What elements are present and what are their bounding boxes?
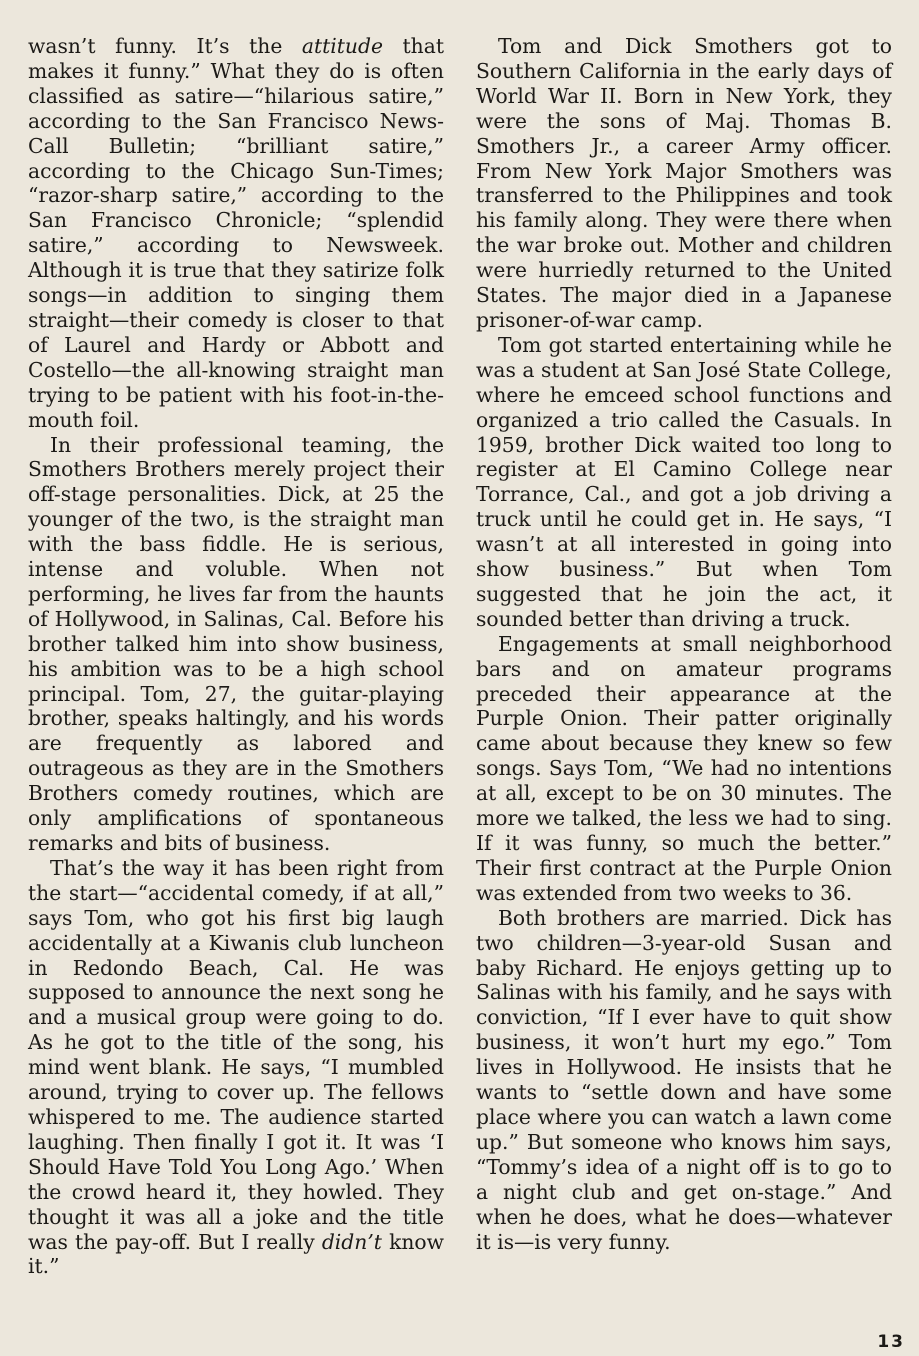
- paragraph: In their professional teaming, the Smothers Brothers merely project their off-stage personalities. Dick, at 25 the younger of the two, is the straight man with the bass fiddle. He is serious, intense and voluble. When not performing, he lives far from the haunts of Hollywood, in Salinas, Cal. Before his brother talked him into show business, his ambition was to be a high school principal. Tom, 27, the guitar-playing brother, speaks haltingly, and his words are frequently as labored and outrageous as they are in the Smothers Brothers comedy routines, which are only amplifications of spontaneous remarks and bits of business.: [28, 432, 444, 855]
- italic-word: didn’t: [321, 1229, 382, 1254]
- right-column: [476, 34, 892, 1254]
- page-number: 13: [877, 1332, 905, 1352]
- paragraph: Engagements at small neighborhood bars and on amateur programs preceded their appearance at the Purple Onion. Their patter originally came about because they knew so few songs. Says Tom, “We had no intentions at all, except to be on 30 minutes. The more we talked, the less we had to sing. If it was funny, so much the better.” Their first contract at the Purple Onion was extended from two weeks to 36.: [476, 631, 892, 905]
- italic-word: attitude: [301, 34, 383, 58]
- paragraph: That’s the way it has been right from the start—“accidental comedy, if at all,” says Tom, who got his first big laugh accidentally at a Kiwanis club luncheon in Redondo Beach, Cal. He was supposed to announce the next song he and a musical group were going to do. As he got to the title of the song, his mind went blank. He says, “I mumbled around, trying to cover up. The fellows whispered to me. The audience started laughing. Then finally I got it. It was ‘I Should Have Told You Long Ago.’ When the crowd heard it, they howled. They thought it was all a joke and the title was the pay-off. But I really didn’t know it.”: [28, 855, 444, 1279]
- paragraph: Both brothers are married. Dick has two children—3-year-old Susan and baby Richard. He enjoys getting up to Salinas with his family, and he says with conviction, “If I ever have to quit show business, it won’t hurt my ego.” Tom lives in Hollywood. He insists that he wants to “settle down and have some place where you can watch a lawn come up.” But someone who knows him says, “Tommy’s idea of a night off is to go to a night club and get on-stage.” And when he does, what he does—whatever it is—is very funny.: [476, 905, 892, 1254]
- paragraph: Tom and Dick Smothers got to Southern California in the early days of World War II. Born in New York, they were the sons of Maj. Thomas B. Smothers Jr., a career Army officer. From New York Major Smothers was transferred to the Philippines and took his family along. They were there when the war broke out. Mother and children were hurriedly returned to the United States. The major died in a Japanese prisoner-of-war camp.: [476, 34, 892, 332]
- paragraph: Tom got started entertaining while he was a student at San José State College, where he emceed school functions and organized a trio called the Casuals. In 1959, brother Dick waited too long to register at El Camino College near Torrance, Cal., and got a job driving a truck until he could get in. He says, “I wasn’t at all interested in going into show business.” But when Tom suggested that he join the act, it sounded better than driving a truck.: [476, 332, 892, 631]
- left-column: [28, 34, 444, 1279]
- paragraph: wasn’t funny. It’s the attitude that makes it funny.” What they do is often classified as satire—“hilarious satire,” according to the San Francisco News-Call Bulletin; “brilliant satire,” according to the Chicago Sun-Times; “razor-sharp satire,” according to the San Francisco Chronicle; “splendid satire,” according to Newsweek. Although it is true that they satirize folk songs—in addition to singing them straight—their comedy is closer to that of Laurel and Hardy or Abbott and Costello—the all-knowing straight man trying to be patient with his foot-in-the-mouth foil.: [28, 34, 444, 432]
